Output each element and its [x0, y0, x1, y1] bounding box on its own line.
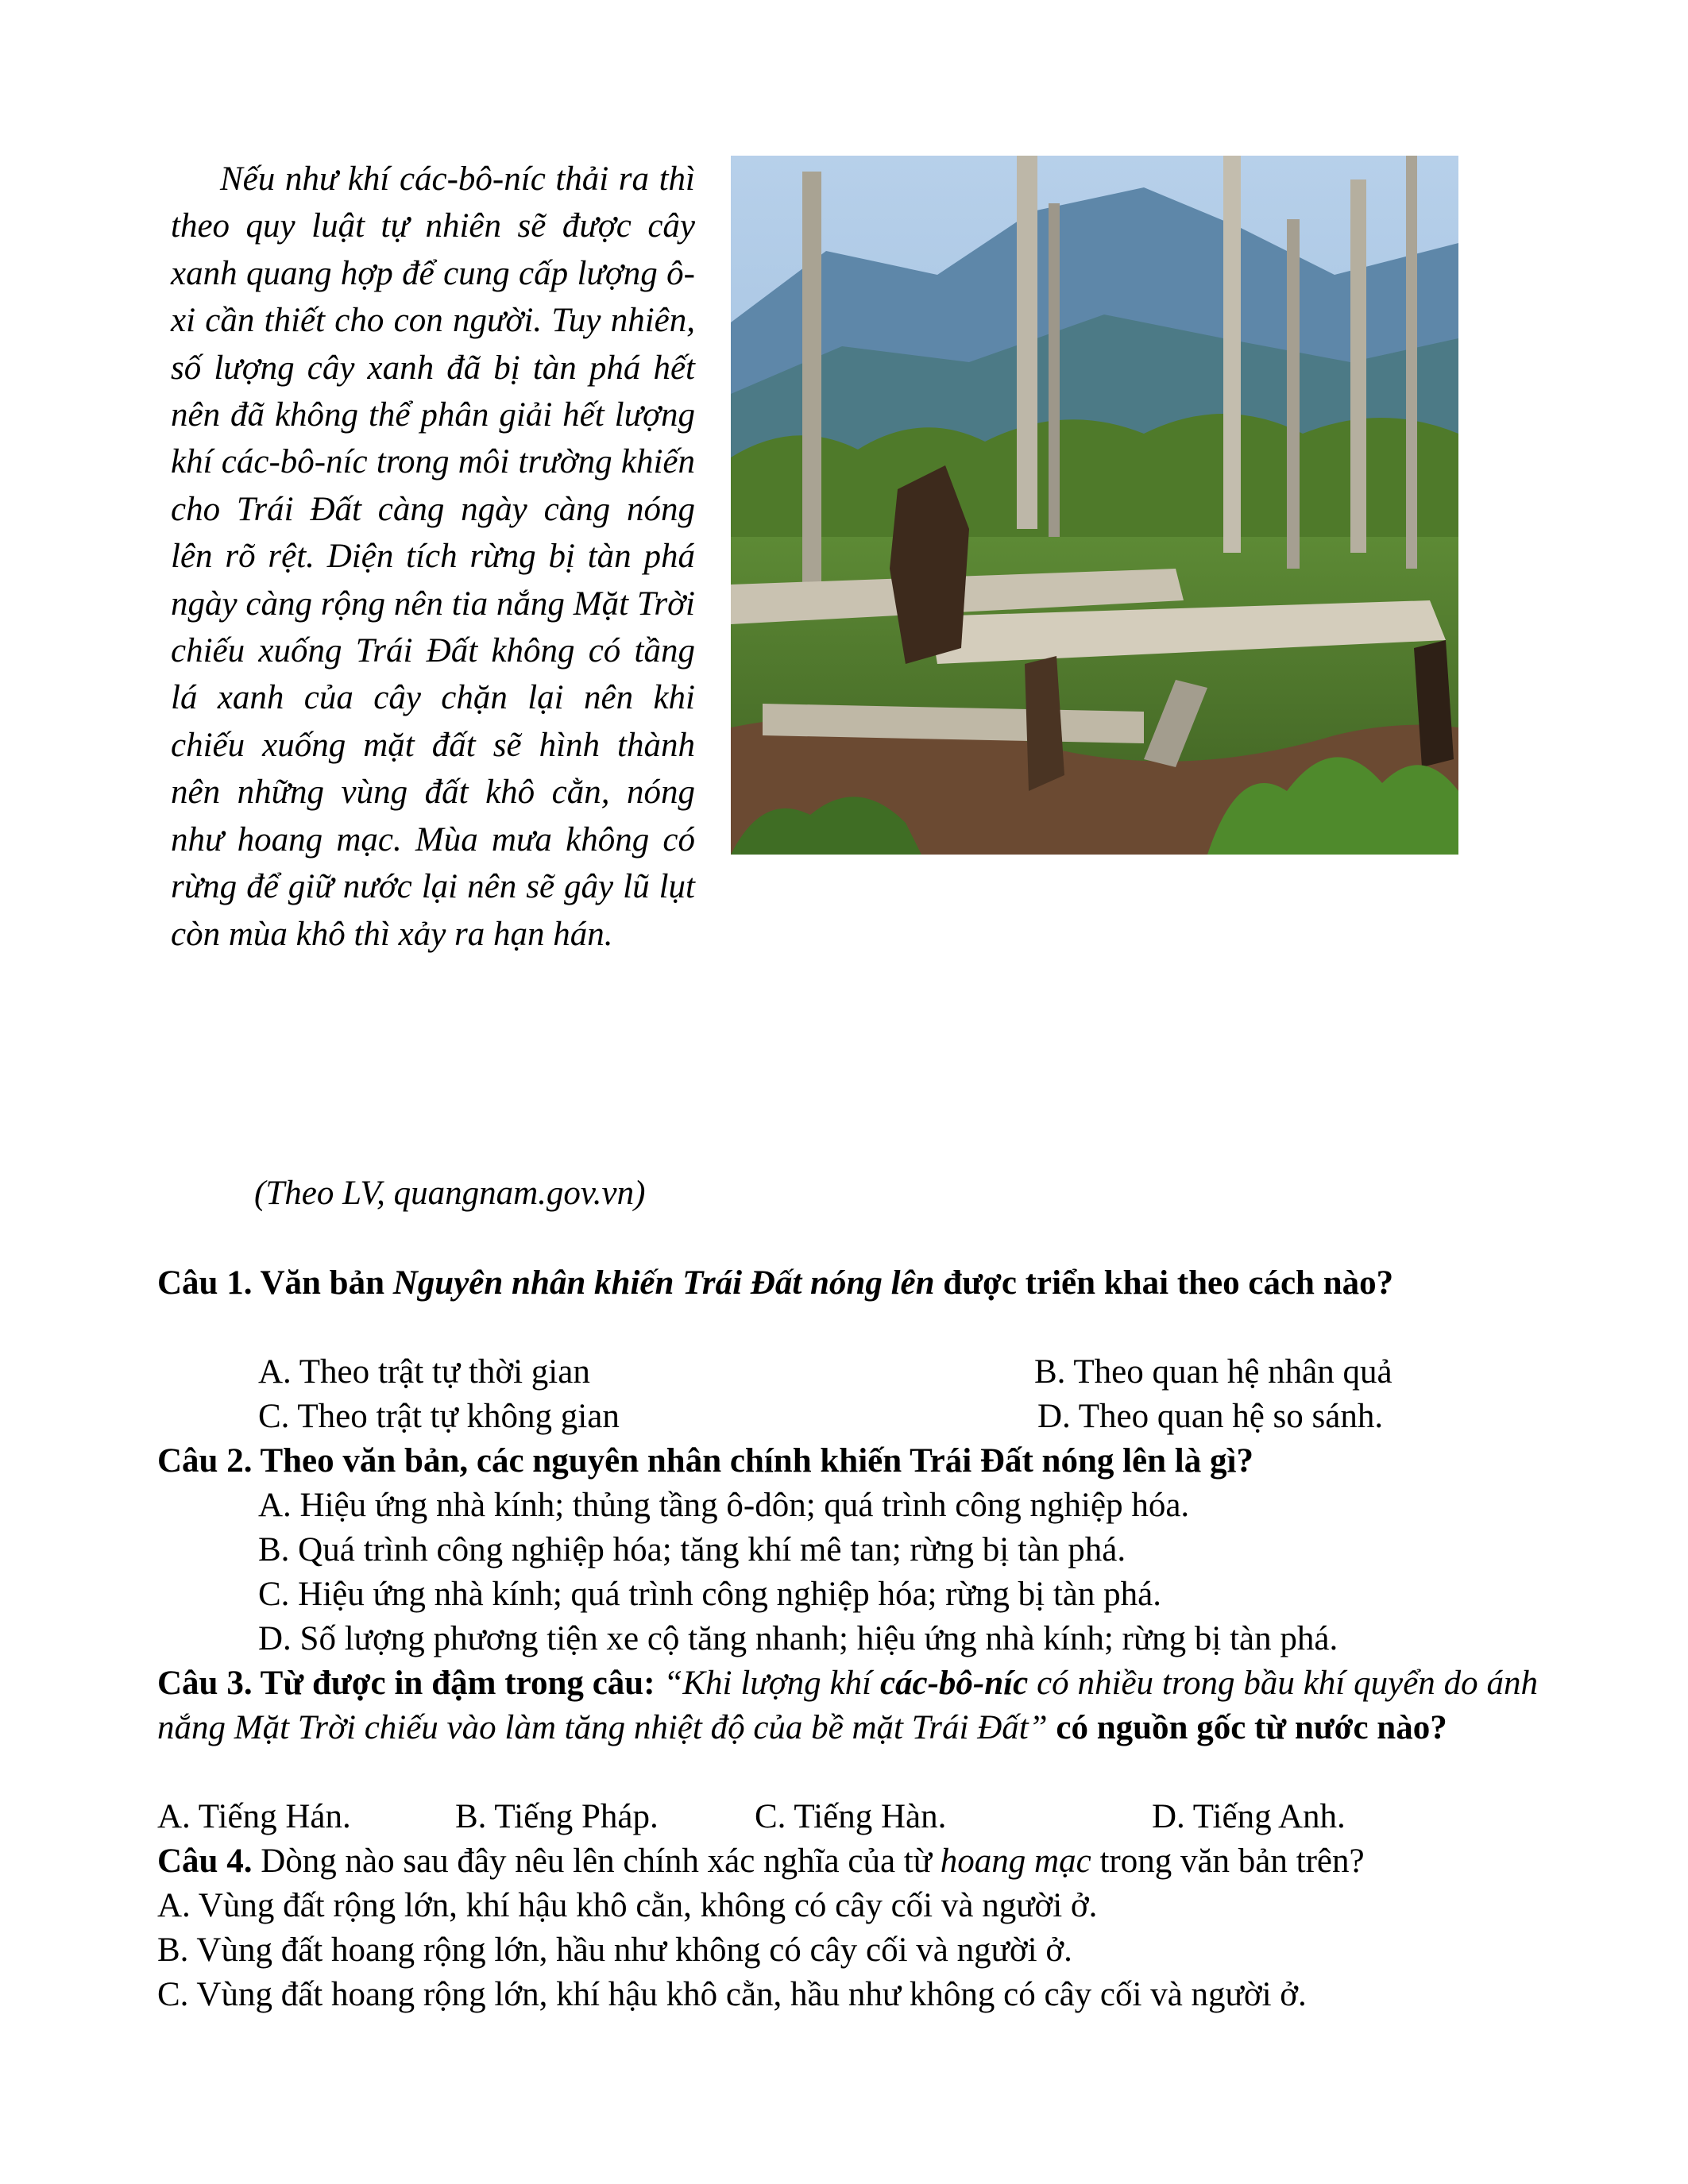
q3-option-d[interactable]: D. Tiếng Anh.: [1152, 1798, 1346, 1835]
deforestation-photo: [731, 156, 1458, 855]
q2-option-b[interactable]: B. Quá trình công nghiệp hóa; tăng khí mê tan; rừng bị tàn phá.: [258, 1531, 1126, 1569]
question-3-post: có nguồn gốc từ nước nào?: [1056, 1709, 1447, 1746]
q1-option-c[interactable]: C. Theo trật tự không gian: [258, 1398, 620, 1435]
passage-text: Nếu như khí các-bô-níc thải ra thì theo quy luật tự nhiên sẽ được cây xanh quang hợp để cung cấp lượng ô-xi cần thiết cho con người. Tuy nhiên, số lượng cây xanh đã bị tàn phá hết nên đã không thể phân giải hết lượng khí các-bô-níc trong môi trường khiến cho Trái Đất càng ngày càng nóng lên rõ rệt. Diện tích rừng bị tàn phá ngày càng rộng nên tia nắng Mặt Trời chiếu xuống Trái Đất không có tầng lá xanh của cây chặn lại nên khi chiếu xuống mặt đất sẽ hình thành nên những vùng đất khô cằn, nóng như hoang mạc. Mùa mưa không có rừng để giữ nước lại nên sẽ gây lũ lụt còn mùa khô thì xảy ra hạn hán.: [171, 160, 695, 953]
question-4-pre: Dòng nào sau đây nêu lên chính xác nghĩa của từ: [261, 1843, 933, 1880]
q2-option-d[interactable]: D. Số lượng phương tiện xe cộ tăng nhanh; hiệu ứng nhà kính; rừng bị tàn phá.: [258, 1620, 1338, 1657]
question-4-label: Câu 4.: [157, 1843, 253, 1880]
q1-option-d[interactable]: D. Theo quan hệ so sánh.: [1037, 1398, 1384, 1435]
source-citation: (Theo LV, quangnam.gov.vn): [254, 1175, 646, 1212]
question-3-bold-word: các-bô-níc: [879, 1665, 1029, 1702]
question-3-quote-rest: có nhiều trong bầu khí quyển do ánh nắng Mặt Trời chiếu vào làm tăng nhiệt độ của bề mặt Trái Đất”: [157, 1665, 1539, 1746]
question-4-term: hoang mạc: [940, 1843, 1091, 1880]
question-3-label: Câu 3. Từ được in đậm trong câu:: [157, 1665, 655, 1702]
q3-option-a[interactable]: A. Tiếng Hán.: [157, 1798, 351, 1835]
question-1: [157, 1261, 1538, 1306]
q3-option-c[interactable]: C. Tiếng Hàn.: [755, 1798, 947, 1835]
question-2: Câu 2. Theo văn bản, các nguyên nhân chính khiến Trái Đất nóng lên là gì?: [157, 1442, 1253, 1480]
q4-option-c[interactable]: C. Vùng đất hoang rộng lớn, khí hậu khô cằn, hầu như không có cây cối và người ở.: [157, 1976, 1307, 2013]
deforestation-illustration: [731, 156, 1458, 855]
question-4: [157, 1839, 1538, 1884]
question-1-label: Câu 1.: [157, 1264, 253, 1302]
question-1-pre: Văn bản: [260, 1264, 384, 1302]
q2-option-c[interactable]: C. Hiệu ứng nhà kính; quá trình công nghiệp hóa; rừng bị tàn phá.: [258, 1576, 1161, 1613]
q4-option-a[interactable]: A. Vùng đất rộng lớn, khí hậu khô cằn, không có cây cối và người ở.: [157, 1887, 1098, 1924]
q3-option-b[interactable]: B. Tiếng Pháp.: [455, 1798, 659, 1835]
question-4-post: trong văn bản trên?: [1099, 1843, 1365, 1880]
q1-option-b[interactable]: B. Theo quan hệ nhân quả: [1034, 1353, 1393, 1391]
question-3-quote-open: “Khi lượng khí: [663, 1665, 880, 1702]
question-3: [157, 1661, 1538, 1750]
q2-option-a[interactable]: A. Hiệu ứng nhà kính; thủng tầng ô-dôn; quá trình công nghiệp hóa.: [258, 1487, 1190, 1524]
question-1-title: Nguyên nhân khiến Trái Đất nóng lên: [392, 1264, 935, 1302]
question-1-post: được triển khai theo cách nào?: [943, 1264, 1394, 1302]
q1-option-a[interactable]: A. Theo trật tự thời gian: [258, 1353, 590, 1391]
q4-option-b[interactable]: B. Vùng đất hoang rộng lớn, hầu như không có cây cối và người ở.: [157, 1931, 1072, 1969]
